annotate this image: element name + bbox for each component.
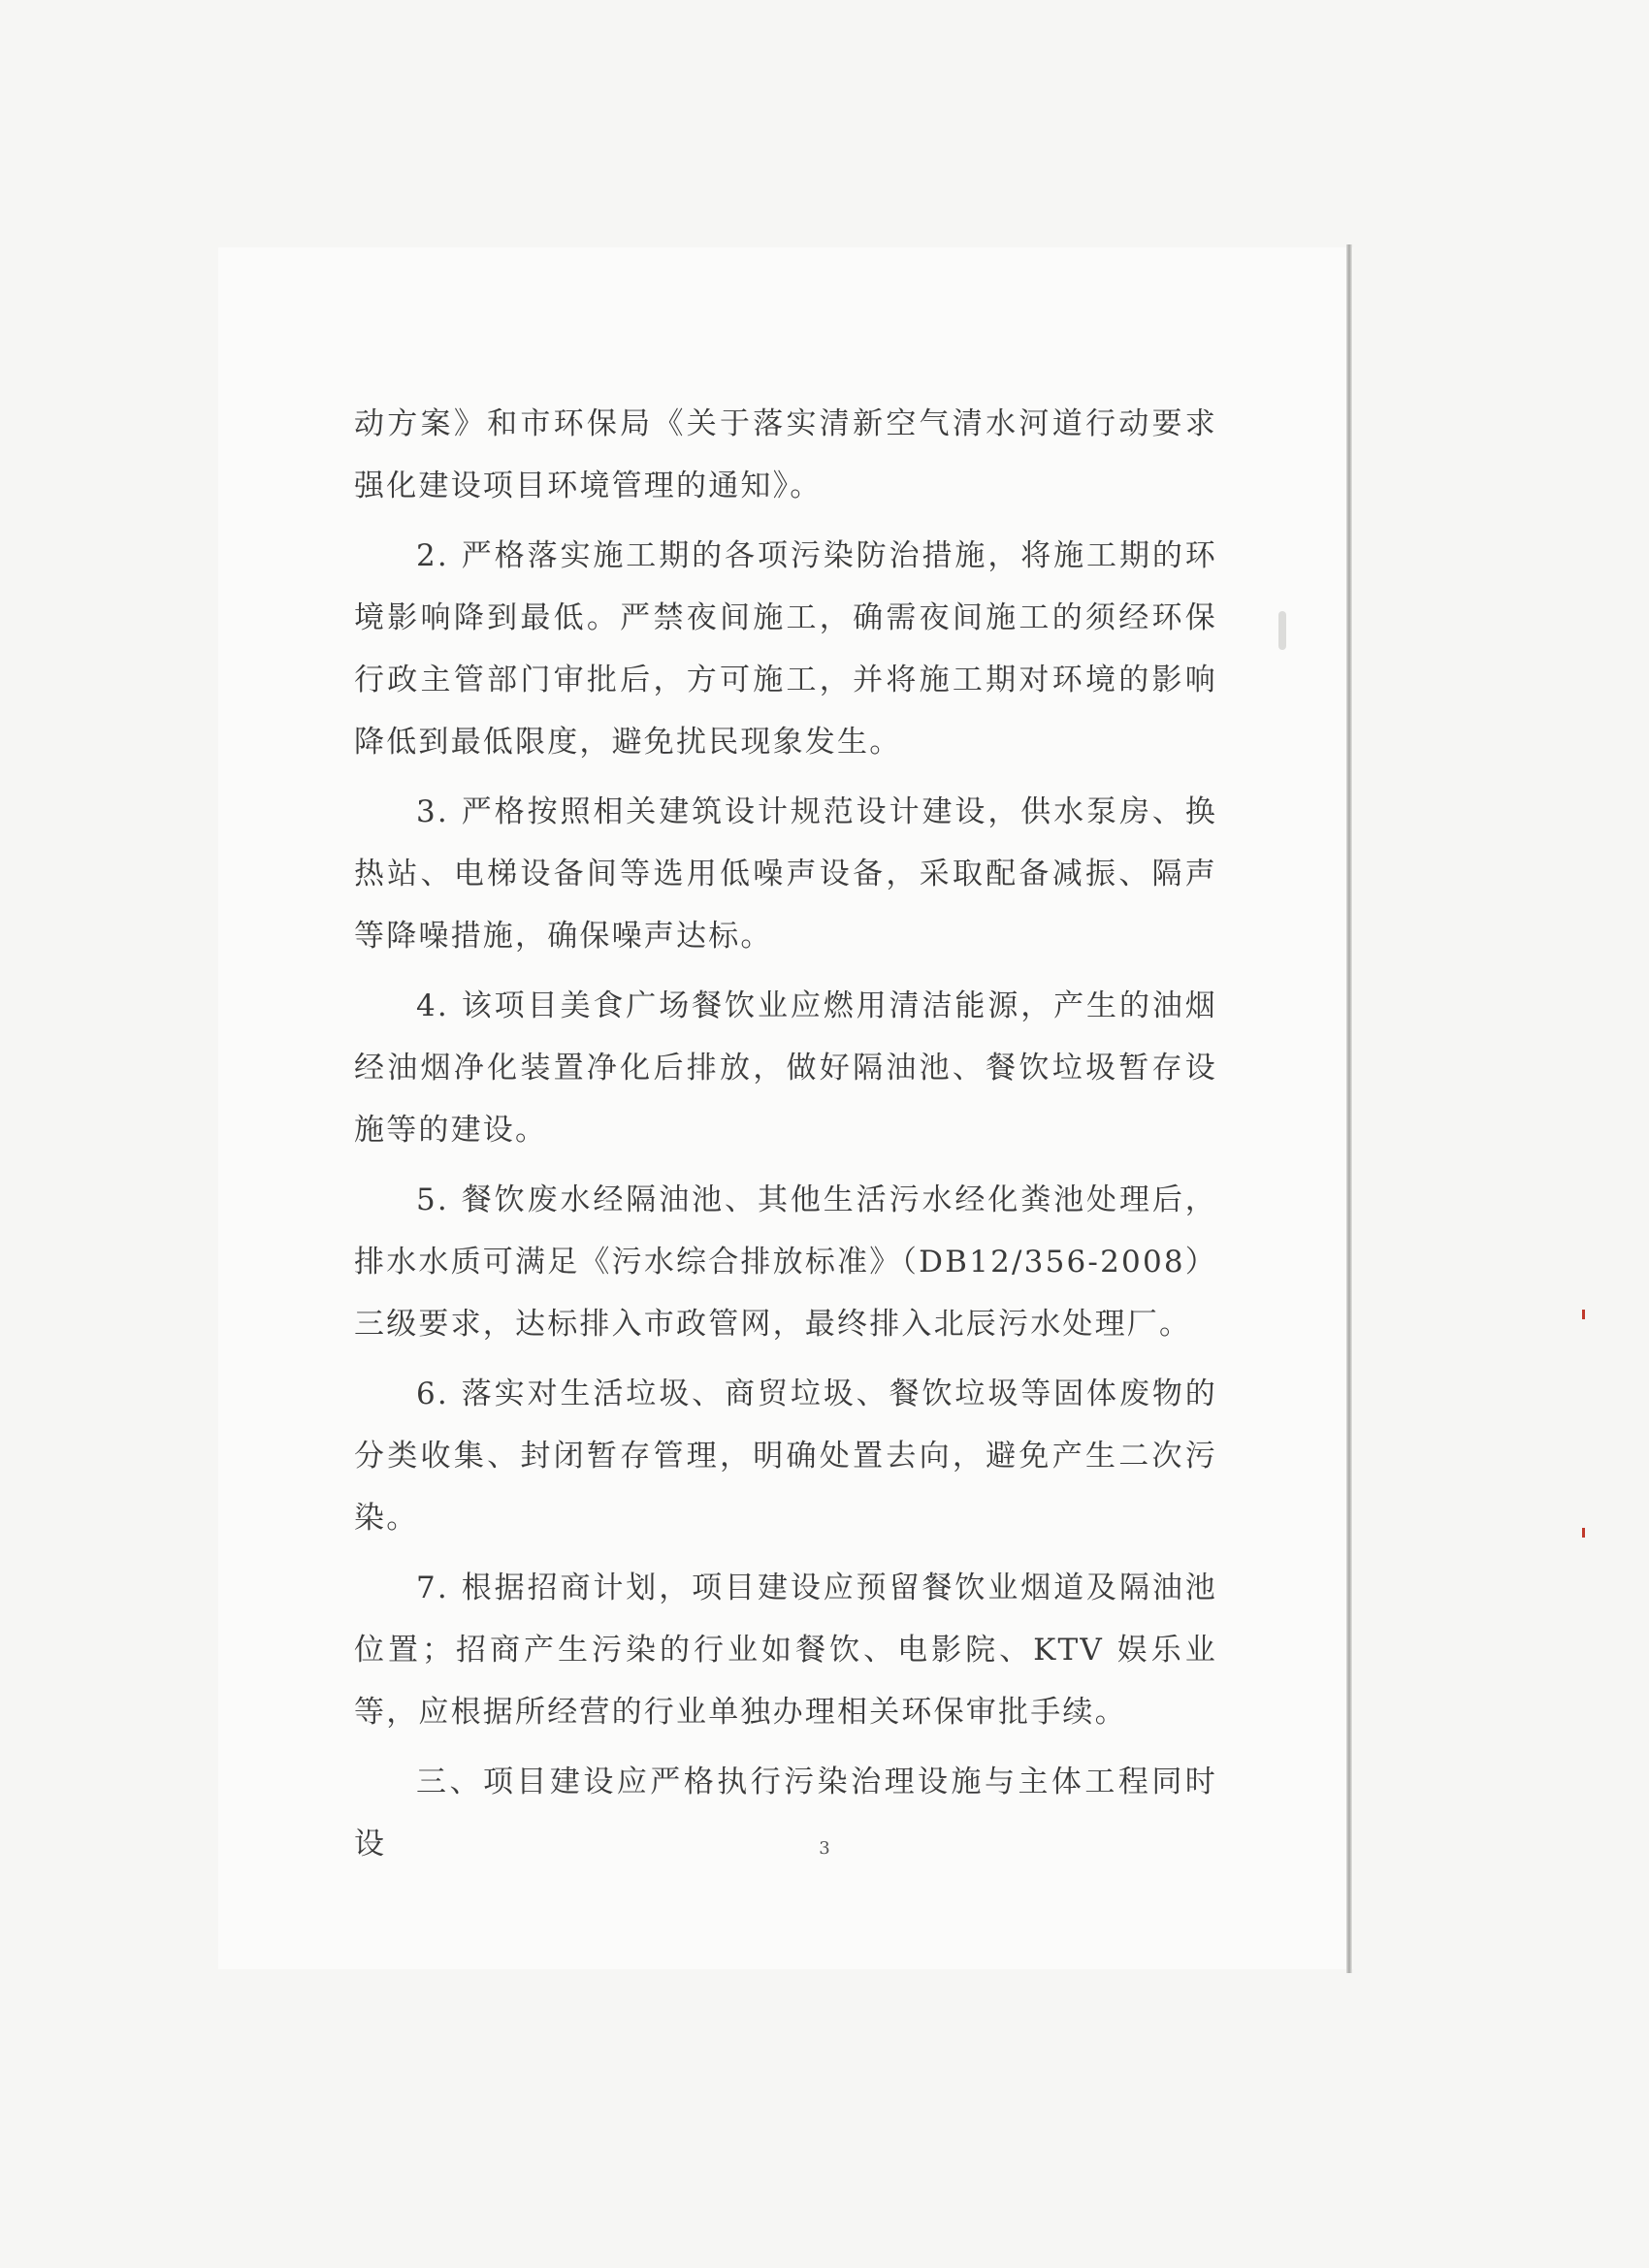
paragraph-item-4: 4. 该项目美食广场餐饮业应燃用清洁能源，产生的油烟经油烟净化装置净化后排放，做好隔油池、餐饮垃圾暂存设施等的建设。 <box>354 988 1217 1148</box>
paragraph-item-6: 6. 落实对生活垃圾、商贸垃圾、餐饮垃圾等固体废物的分类收集、封闭暂存管理，明确处置去向，避免产生二次污染。 <box>354 1377 1217 1536</box>
paragraph-section-3: 三、项目建设应严格执行污染治理设施与主体工程同时设 <box>354 1765 1217 1862</box>
paragraph-item-5: 5. 餐饮废水经隔油池、其他生活污水经化粪池处理后，排水水质可满足《污水综合排放标准》（DB12/356-2008）三级要求，达标排入市政管网，最终排入北辰污水处理厂。 <box>354 1183 1217 1342</box>
scan-mark <box>1582 1528 1585 1538</box>
paragraph-continuation: 动方案》和市环保局《关于落实清新空气清水河道行动要求强化建设项目环境管理的通知》。 <box>354 406 1217 503</box>
scan-mark <box>1582 1310 1585 1319</box>
sheet-edge-shadow <box>1346 244 1352 1973</box>
body-text <box>354 393 1217 1883</box>
paragraph-item-2: 2. 严格落实施工期的各项污染防治措施，将施工期的环境影响降到最低。严禁夜间施工，确需夜间施工的须经环保行政主管部门审批后，方可施工，并将施工期对环境的影响降低到最低限度，避免扰民现象发生。 <box>354 538 1217 760</box>
page-number: 3 <box>819 1838 830 1859</box>
paragraph-item-7: 7. 根据招商计划，项目建设应预留餐饮业烟道及隔油池位置；招商产生污染的行业如餐饮、电影院、KTV 娱乐业等，应根据所经营的行业单独办理相关环保审批手续。 <box>354 1571 1217 1730</box>
paragraph-item-3: 3. 严格按照相关建筑设计规范设计建设，供水泵房、换热站、电梯设备间等选用低噪声设备，采取配备减振、隔声等降噪措施，确保噪声达标。 <box>354 794 1217 954</box>
scan-smudge <box>1278 611 1286 650</box>
